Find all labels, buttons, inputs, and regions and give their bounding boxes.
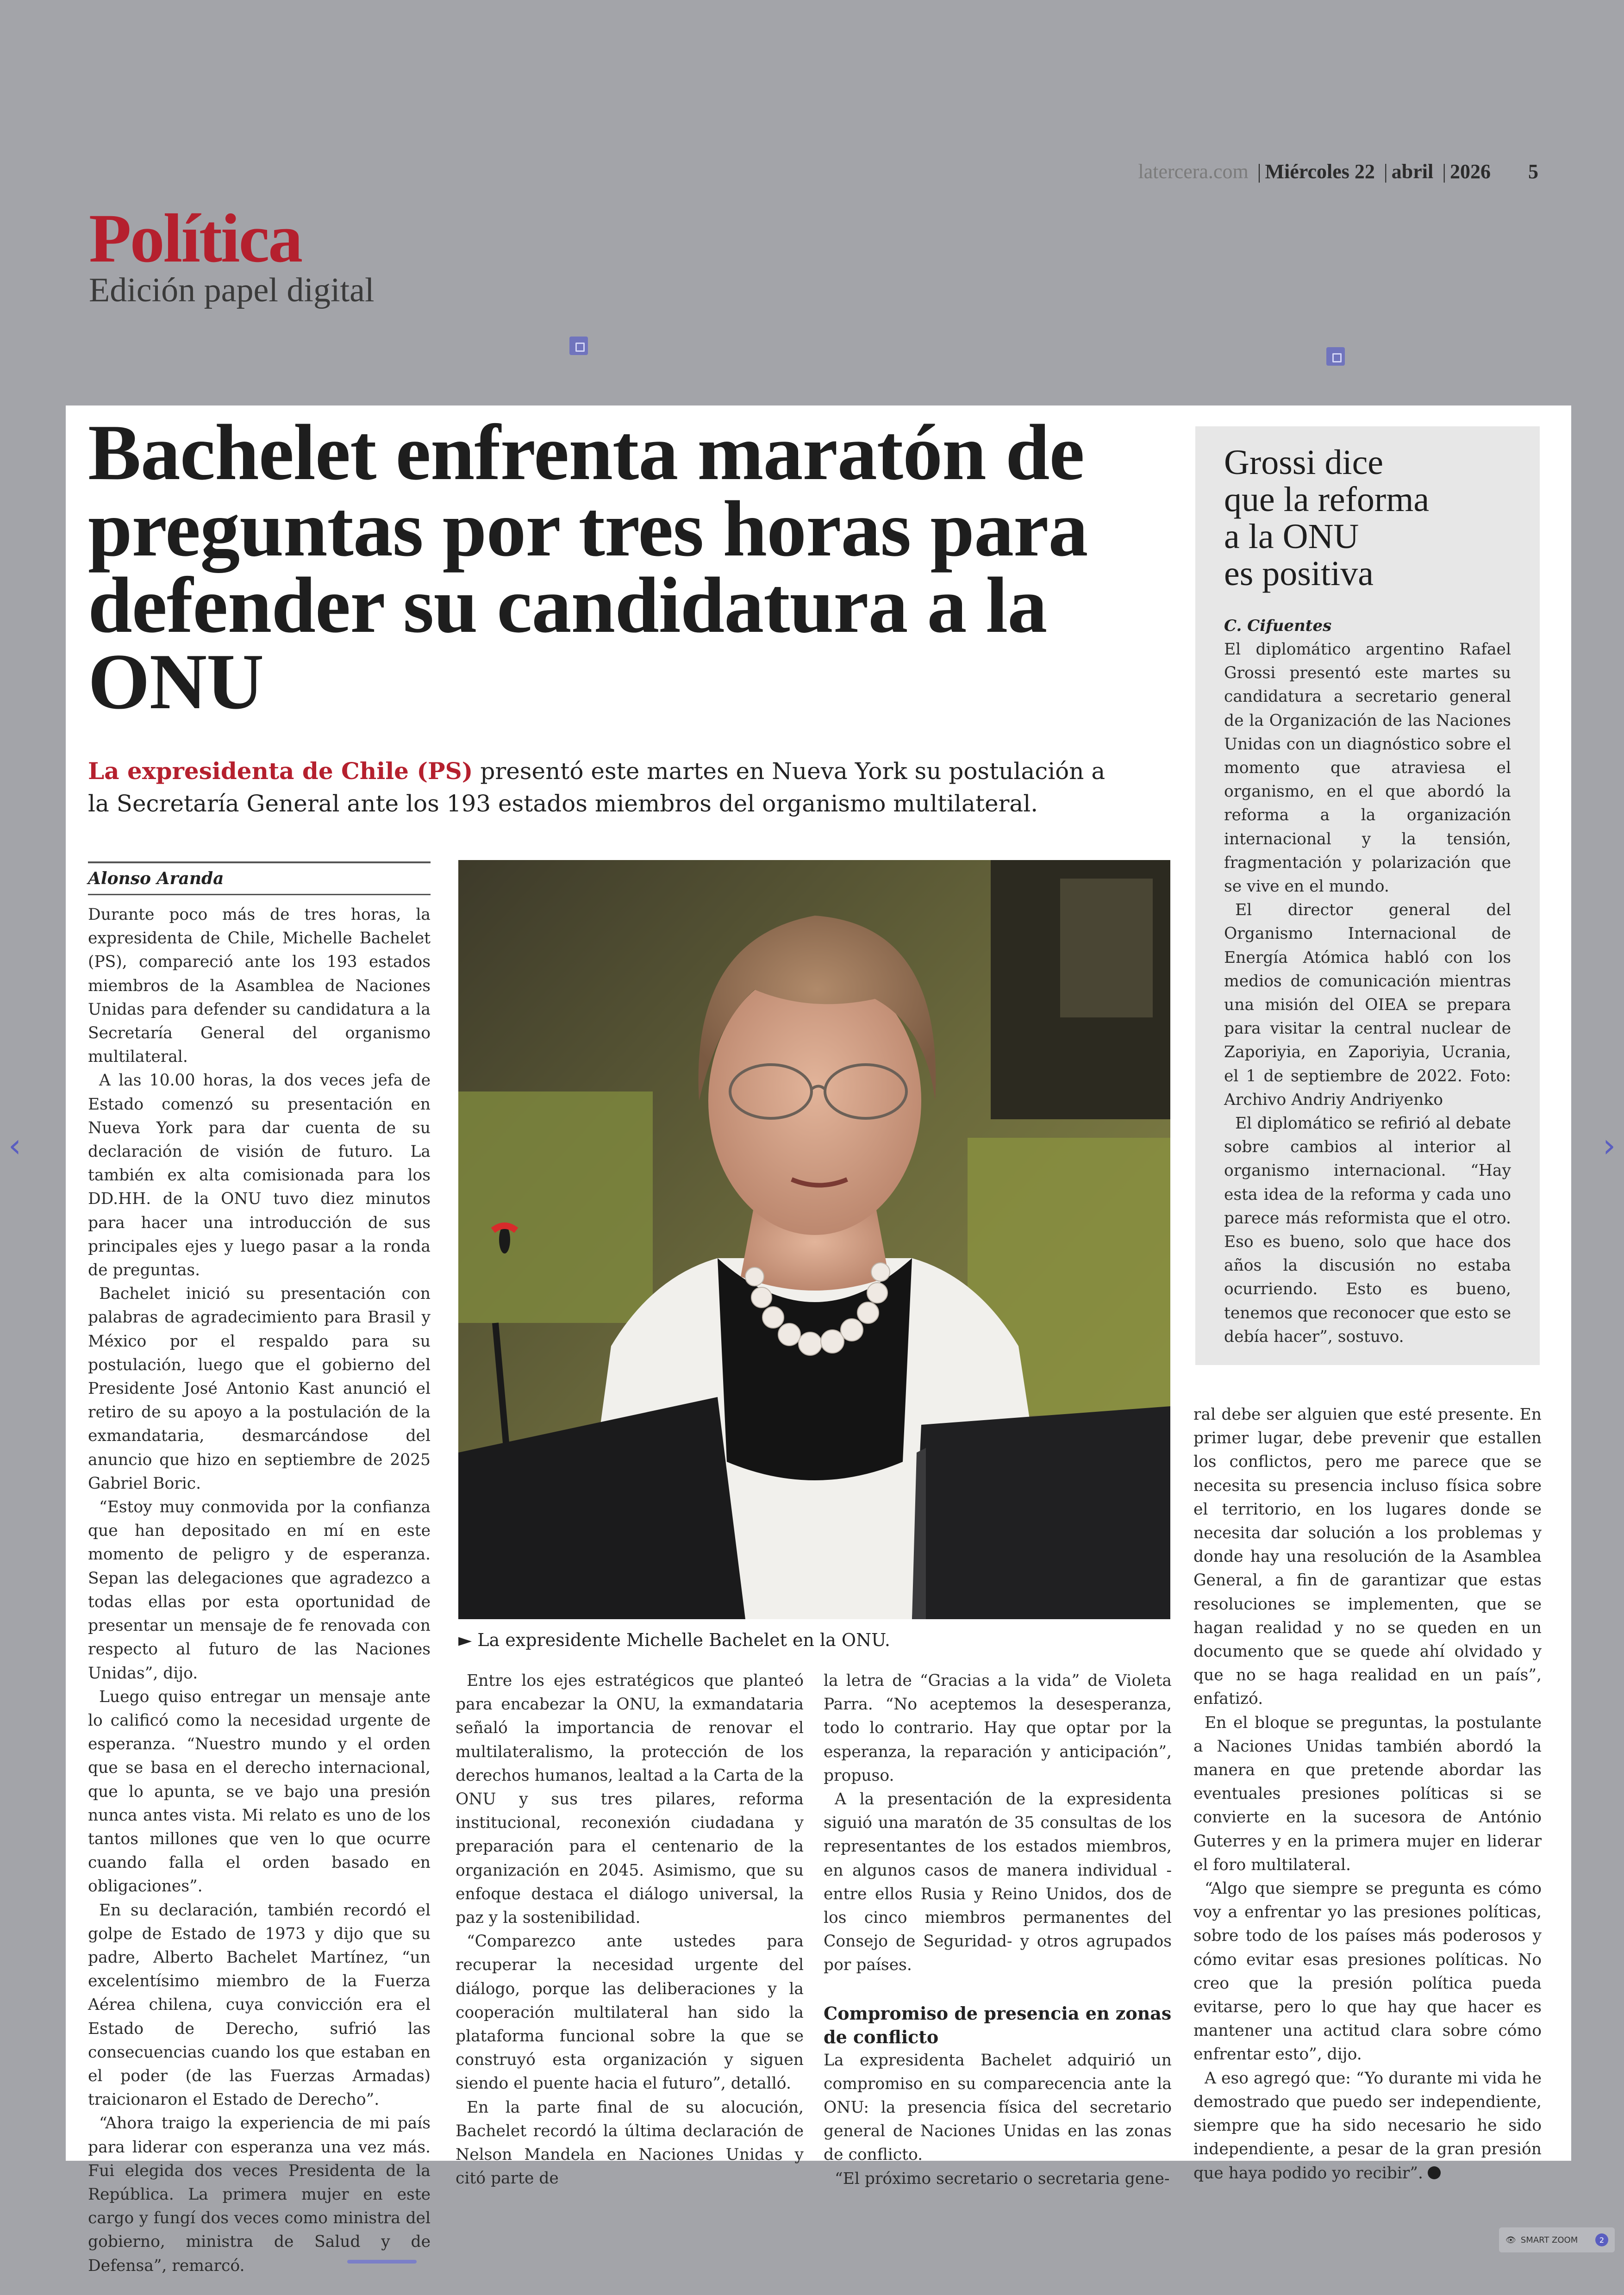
- page-progress-bar[interactable]: [347, 2260, 1505, 2264]
- paragraph: El director general del Organismo Internacional de Energía Atómica habló con los medios de comunicación mientras una misión del OIEA se prepara para visitar la central nuclear de Zaporiyia, en Zaporiyia, Ucrania, el 1 de septiembre de 2022. Foto: Archivo Andriy Andriyenko: [1224, 901, 1511, 1109]
- article-deck: [88, 755, 1120, 820]
- smart-zoom-badge: 2: [1595, 2233, 1608, 2246]
- sidebar-body: [1224, 638, 1511, 1349]
- smart-zoom-label: SMART ZOOM: [1520, 2235, 1578, 2245]
- article-photo: [458, 860, 1170, 1619]
- paragraph: Bachelet inició su presentación con palabras de agradecimiento para Brasil y México por el respaldo para su postulación, luego que el gobierno del Presidente José Antonio Kast anunció el retiro de su apoyo a la postulación de la exmandataria, desmarcándose del anuncio que hizo en septiembre de 2025 Gabriel Boric.: [88, 1285, 431, 1493]
- deck-text: presentó este martes en Nueva York su postulación a la Secretaría General ante los 193 estados miembros del organismo multilateral.: [88, 758, 1106, 817]
- paragraph: “El próximo secretario o secretaria gene-: [835, 2169, 1170, 2188]
- paragraph: A las 10.00 horas, la dos veces jefa de Estado comenzó su presentación en Nueva York para dar cuenta de su declaración de visión de futuro. La también ex alta comisionada para los DD.HH. de la ONU tuvo diez minutos para hacer una introducción de sus principales ejes y luego pasar a la ronda de preguntas.: [88, 1071, 431, 1280]
- site-name: latercera.com: [1138, 160, 1249, 183]
- end-of-article-icon: [1428, 2166, 1441, 2179]
- paragraph: “Ahora traigo la experiencia de mi país para liderar con esperanza una vez más. Fui elegida dos veces Presidenta de la República. La primera mujer en este cargo y fungí dos veces como ministra del gobierno, ministra de Salud y de Defensa”, remarcó.: [88, 2114, 431, 2275]
- header-year: 2026: [1450, 160, 1491, 183]
- section-subtitle: Edición papel digital: [89, 271, 375, 309]
- paragraph: En el bloque se preguntas, la postulante a Naciones Unidas también abordó la manera en que pretende abordar las eventuales presiones políticas si se convierte en la sucesora de António Guterres y en la primera mujer en liderar el foro multilateral.: [1193, 1713, 1542, 1874]
- article-column-3: [824, 1669, 1172, 2191]
- smart-zoom-button[interactable]: [1499, 2227, 1615, 2252]
- article-column-1: [88, 903, 431, 2278]
- section-title: Política: [89, 200, 302, 277]
- paragraph: A eso agregó que: “Yo durante mi vida he demostrado que puedo ser independiente, siempre que ha sido necesario he sido independiente, a pesar de la gran presión que haya podido yo recibir”.: [1193, 2069, 1542, 2183]
- page-progress-fill: [347, 2260, 417, 2264]
- paragraph: Luego quiso entregar un mensaje ante lo calificó como la necesidad urgente de esperanza. “Nuestro mundo y el orden que se basa en el derecho internacional, que lo apunta, se ve bajo una presión nunca antes vista. Mi relato es uno de los tantos millones que ven lo que ocurre cuando falla el orden basado en obligaciones”.: [88, 1687, 431, 1896]
- paragraph: “Algo que siempre se pregunta es cómo voy a enfrentar yo las presiones políticas, sobre todo de los países más poderosos y cómo evitar esas presiones políticas. No creo que la presión política pueda evitarse, pero lo que hay que hacer es mantener una actitud clara sobre cómo enfrentar esto”, dijo.: [1193, 1879, 1542, 2064]
- byline: Alonso Aranda: [88, 861, 431, 895]
- photo-caption: ► La expresidente Michelle Bachelet en la ONU.: [458, 1630, 890, 1650]
- paragraph: la letra de “Gracias a la vida” de Violeta Parra. “No aceptemos la desesperanza, todo lo contrario. Hay que optar por la esperanza, la reparación y anticipación”, propuso.: [824, 1671, 1172, 1785]
- deck-highlight: La expresidenta de Chile (PS): [88, 757, 473, 785]
- article-subhead: Compromiso de presencia en zonas de conflicto: [824, 2002, 1172, 2047]
- zoom-marker-icon[interactable]: [1326, 347, 1345, 366]
- chevron-left-icon[interactable]: ‹: [8, 1127, 21, 1165]
- zoom-marker-icon[interactable]: [569, 337, 588, 355]
- eye-icon: 👁: [1505, 2235, 1516, 2245]
- edition-header: latercera.com | Miércoles 22 | abril | 2026 5: [1138, 160, 1538, 183]
- sidebar-title: Grossi dice que la reforma a la ONU es positiva: [1224, 443, 1430, 593]
- article-column-2: [456, 1669, 804, 2190]
- article-headline: Bachelet enfrenta maratón de preguntas por tres horas para defender su candidatura a la ONU: [88, 409, 1088, 726]
- header-month: abril: [1391, 160, 1434, 183]
- paragraph: La expresidenta Bachelet adquirió un compromiso en su comparecencia ante la ONU: la presencia física del secretario general de Naciones Unidas en las zonas de conflicto.: [824, 2051, 1172, 2164]
- paragraph: “Estoy muy conmovida por la confianza que han depositado en mí en este momento de peligro y de esperanza. Sepan las delegaciones que agradezco a todas ellas por esta oportunidad de presentar un mensaje de fe renovada con respecto al futuro de las Naciones Unidas”, dijo.: [88, 1498, 431, 1683]
- sidebar-box: [1195, 426, 1540, 1365]
- page-number: 5: [1528, 160, 1538, 183]
- paragraph: ral debe ser alguien que esté presente. En primer lugar, debe prevenir que estallen los conflictos, pero me parece que se necesita su presencia incluso física sobre el territorio, en los lugares donde se necesita dar solución a los problemas y donde hay una resolución de la Asamblea General, a fin de garantizar que estas resoluciones se implementen, que se hagan realidad y no se queden en un documento que se quede ahí olvidado y que no se haga realidad en un país”, enfatizó.: [1193, 1405, 1542, 1709]
- chevron-right-icon[interactable]: ›: [1603, 1127, 1616, 1165]
- paragraph: El diplomático argentino Rafael Grossi presentó este martes su candidatura a secretario general de la Organización de las Naciones Unidas con un diagnóstico sobre el momento que atraviesa el organismo, en el que abordó la reforma a la organización internacional y la tensión, fragmentación y polarización que se vive en el mundo.: [1224, 640, 1511, 896]
- sidebar-author: C. Cifuentes: [1224, 617, 1332, 635]
- paragraph: En la parte final de su alocución, Bachelet recordó la última declaración de Nelson Mandela en Naciones Unidas y citó parte de: [456, 2098, 804, 2188]
- paragraph: Entre los ejes estratégicos que planteó para encabezar la ONU, la exmandataria señaló la importancia de renovar el multilateralismo, la protección de los derechos humanos, lealtad a la Carta de la ONU y sus tres pilares, reforma institucional, reconexión ciudadana y preparación para el centenario de la organización en 2045. Asimismo, que su enfoque destaca el diálogo universal, la paz y la sostenibilidad.: [456, 1671, 804, 1927]
- paragraph: “Comparezco ante ustedes para recuperar la necesidad urgente del diálogo, porque las deliberaciones y la cooperación multilateral han sido la plataforma funcional sobre la que se construyó esta organización y siguen siendo el puente hacia el futuro”, detalló.: [456, 1932, 804, 2093]
- article-column-4: [1193, 1403, 1542, 2185]
- paragraph: En su declaración, también recordó el golpe de Estado de 1973 y dijo que su padre, Alberto Bachelet Martínez, “un excelentísimo miembro de la Fuerza Aérea chilena, cuya convicción era el Estado de Derecho, sufrió las consecuencias cuando los que estaban en el poder (de las Fuerzas Armadas) traicionaron el Estado de Derecho”.: [88, 1901, 431, 2109]
- header-day: Miércoles 22: [1265, 160, 1375, 183]
- paragraph: Durante poco más de tres horas, la expresidenta de Chile, Michelle Bachelet (PS), compareció ante los 193 estados miembros de la Asamblea de Naciones Unidas para defender su candidatura a la Secretaría General del organismo multilateral.: [88, 905, 431, 1066]
- bachelet-photo-illustration: [458, 860, 1170, 1619]
- paragraph: A la presentación de la expresidenta siguió una maratón de 35 consultas de los representantes de los estados miembros, en algunos casos de manera individual -entre ellos Rusia y Reino Unidos, dos de los cinco miembros permanentes del Consejo de Seguridad- y otros agrupados por países.: [824, 1790, 1172, 1975]
- paragraph: El diplomático se refirió al debate sobre cambios al interior al organismo internacional. “Hay esta idea de la reforma y cada uno parece más reformista que el otro. Eso es bueno, solo que hace dos años la discusión no estaba ocurriendo. Esto es bueno, tenemos que reconocer que esto se debía hacer”, sostuvo.: [1224, 1114, 1511, 1346]
